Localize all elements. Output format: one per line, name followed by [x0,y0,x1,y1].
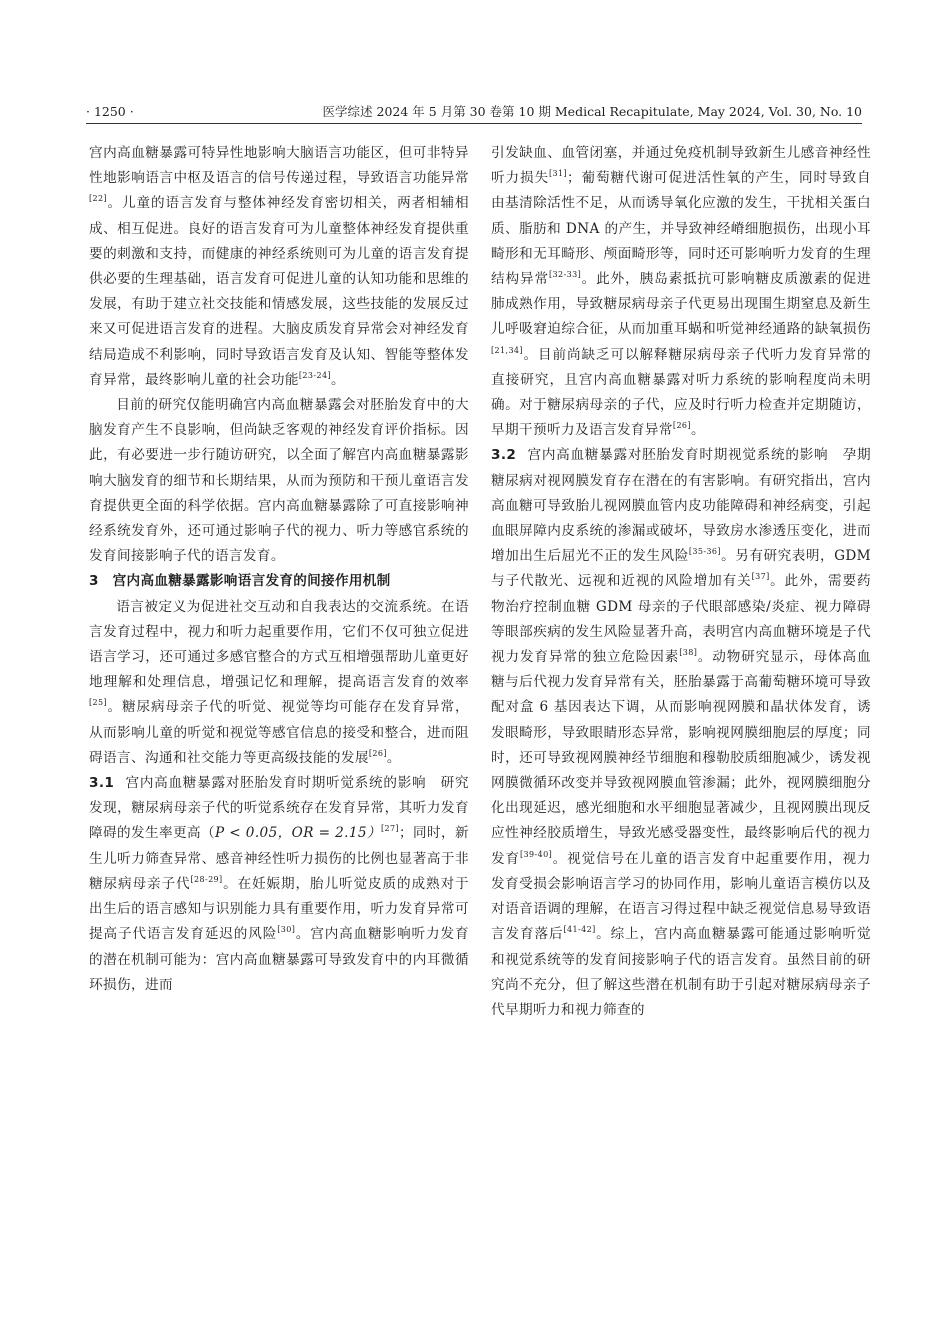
citation-ref: [26] [368,748,387,758]
statistics: P < 0.05，OR = 2.15） [215,825,381,842]
paragraph [491,141,871,443]
paragraph [89,595,469,771]
paragraph-text: 。 [331,371,346,388]
paragraph-text: 。 [386,749,401,766]
right-column [491,141,871,1023]
paragraph-text: 。 [690,422,705,439]
citation-ref: [26] [672,421,691,431]
paragraph-text: 。糖尿病母亲子代的听觉、视觉等均可能存在发育异常，从而影响儿童的听觉和视觉等感官信息的接受和整合，进而阻碍语言、沟通和社交能力等更高级技能的发展 [89,699,469,766]
citation-ref: [41-42] [563,925,596,935]
subsection-number: 3.2 [491,447,517,464]
subsection-number: 3.1 [89,775,115,792]
paragraph-text: 引发缺血、血管闭塞，并通过免疫机制导致新生儿感音神经性听力损失 [491,145,871,187]
paragraph-text: 。另有研究表明，GDM 与子代散光、远视和近视的风险增加有关 [491,548,871,590]
subsection-paragraph [491,443,871,1023]
paragraph-text: 孕期糖尿病对视网膜发育存在潜在的有害影响。有研究指出，宫内高血糖可导致胎儿视网膜血管内皮功能障碍和神经病变，引起血眼屏障内皮系统的渗漏或破坏，导致房水渗透压变化，进而增加出生后屈光不正的发生风险 [491,447,871,565]
paragraph-text: 。此外，胰岛素抵抗可影响糖皮质激素的促进肺成熟作用，导致糖尿病母亲子代更易出现围生期窒息及新生儿呼吸窘迫综合征，从而加重耳蜗和听觉神经通路的缺氧损伤 [491,271,871,338]
citation-ref: [39-40] [520,849,553,859]
subsection-title: 宫内高血糖暴露对胚胎发育时期视觉系统的影响 [527,447,829,464]
citation-ref: [38] [679,648,698,658]
paragraph-text: 宫内高血糖暴露可特异性地影响大脑语言功能区，但可非特异性地影响语言中枢及语言的信号传递过程，导致语言功能异常 [89,145,469,187]
paragraph-text: 。此外，需要药物治疗控制血糖 GDM 母亲的子代眼部感染/炎症、视力障碍等眼部疾病的发生风险显著升高，表明宫内高血糖环境是子代视力发育异常的独立危险因素 [491,573,871,666]
running-header [86,102,862,122]
citation-ref: [37] [751,572,770,582]
left-column [89,141,469,998]
subsection-title: 宫内高血糖暴露对胚胎发育时期听觉系统的影响 [125,775,427,792]
citation-ref: [23-24] [298,370,332,380]
section-heading: 3 宫内高血糖暴露影响语言发育的间接作用机制 [89,573,391,590]
citation-ref: [32-33] [548,270,582,280]
page-number: · 1250 · [86,104,134,119]
paragraph-text: 。目前尚缺乏可以解释糖尿病母亲子代听力发育异常的直接研究，且宫内高血糖暴露对听力系统的影响程度尚未明确。对于糖尿病母亲的子代，应及时行听力检查并定期随访，早期干预听力及语言发育异常 [491,346,871,439]
citation-ref: [22] [89,194,108,204]
paragraph: 目前的研究仅能明确宫内高血糖暴露会对胚胎发育中的大脑发育产生不良影响，但尚缺乏客观的神经发育评价指标。因此，有必要进一步行随访研究，以全面了解宫内高血糖暴露影响大脑发育的细节和长期结果，从而为预防和干预儿童语言发育提供更全面的科学依据。宫内高血糖暴露除了可直接影响神经系统发育外，还可通过影响子代的视力、听力等感官系统的发育间接影响子代的语言发育。 [89,397,469,565]
citation-ref: [35-36] [688,547,721,557]
paragraph-text: ；同时，新生儿听力筛查异常、感音神经性听力损伤的比例也显著高于非糖尿病母亲子代 [89,825,469,892]
citation-ref: [30] [277,925,296,935]
paragraph-text: 。视觉信号在儿童的语言发育中起重要作用，视力发育受损会影响语言学习的协同作用，影响儿童语言模仿以及对语音语调的理解，在语言习得过程中缺乏视觉信息易导致语言发育落后 [491,850,871,943]
paragraph-text: 。动物研究显示，母体高血糖与后代视力发育异常有关，胚胎暴露于高葡萄糖环境可导致配对盒 6 基因表达下调，从而影响视网膜和晶状体发育，诱发眼畸形，导致眼睛形态异常，影响视网膜细胞层的厚度；同时，还可导致视网膜神经节细胞和穆勒胶质细胞减少，诱发视网膜微循环改变并导致视网膜血管渗漏；此外，视网膜细胞分化出现延迟，感光细胞和水平细胞显著减少，且视网膜出现反应性神经胶质增生，导致光感受器变性，最终影响后代的视力发育 [491,649,871,867]
paragraph-text: ；葡萄糖代谢可促进活性氧的产生，同时导致自由基清除活性不足，从而诱导氧化应激的发生，干扰相关蛋白质、脂肪和 DNA 的产生，并导致神经嵴细胞损伤，出现小耳畸形和无耳畸形、颅面畸形等，同时还可影响听力发育的生理结构异常 [491,170,871,288]
paragraph-text: 。宫内高血糖影响听力发育的潜在机制可能为：宫内高血糖暴露可导致发育中的内耳微循环损伤，进而 [89,926,469,993]
journal-citation: 医学综述 2024 年 5 月第 30 卷第 10 期 Medical Recapitulate, May 2024, Vol. 30, No. 10 [322,104,862,119]
citation-ref: [28-29] [190,874,223,884]
citation-ref: [27] [380,824,399,834]
citation-ref: [25] [89,698,108,708]
header-divider [86,123,862,124]
subsection-paragraph [89,771,469,998]
paragraph-text: 。儿童的语言发育与整体神经发育密切相关，两者相辅相成、相互促进。良好的语言发育可为儿童整体神经发育提供重要的刺激和支持，而健康的神经系统则可为儿童的语言发育提供必要的生理基础，语言发育可促进儿童的认知功能和思维的发展，有助于建立社交技能和情感发展，这些技能的发展反过来又可促进语言发育的进程。大脑皮质发育异常会对神经发育结局造成不利影响，同时导致语言发育及认知、智能等整体发育异常，最终影响儿童的社会功能 [89,195,469,388]
citation-ref: [21,34] [491,345,523,355]
paragraph-text: 研究发现，糖尿病母亲子代的听觉系统存在发育异常，其听力发育障碍的发生率更高（ [89,775,469,842]
paragraph [89,141,469,393]
paragraph-text: 语言被定义为促进社交互动和自我表达的交流系统。在语言发育过程中，视力和听力起重要作用，它们不仅可独立促进语言学习，还可通过多感官整合的方式互相增强帮助儿童更好地理解和处理信息，增强记忆和理解，提高语言发育的效率 [89,598,469,691]
paragraph-text: 。在妊娠期，胎儿听觉皮质的成熟对于出生后的语言感知与识别能力具有重要作用，听力发育异常可提高子代语言发育延迟的风险 [89,875,469,943]
citation-ref: [31] [549,169,568,179]
paragraph-text: 。综上，宫内高血糖暴露可能通过影响听觉和视觉系统等的发育间接影响子代的语言发育。虽然目前的研究尚不充分，但了解这些潜在机制有助于引起对糖尿病母亲子代早期听力和视力筛查的 [491,926,871,1018]
